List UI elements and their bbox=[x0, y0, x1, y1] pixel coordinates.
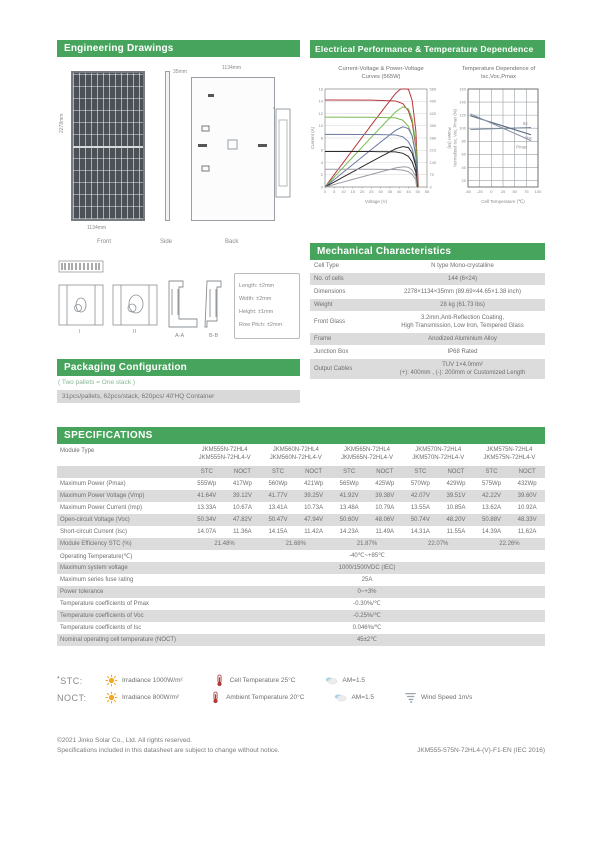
side-view-label: Side bbox=[160, 239, 173, 245]
noct-legend-row bbox=[57, 689, 545, 706]
spec-row-label: Maximum Power Voltage (Vmp) bbox=[60, 493, 145, 499]
wind-icon bbox=[404, 691, 417, 704]
mechanical-row-label: Cell Type bbox=[314, 263, 339, 269]
spec-cell: STC bbox=[485, 469, 498, 475]
mechanical-row-label: Weight bbox=[314, 302, 333, 308]
barcode-icon bbox=[59, 261, 103, 272]
footer-disclaimer: Specifications included in this datasheet are subject to change without notice. bbox=[57, 747, 280, 754]
spec-cell: 13.48A bbox=[339, 505, 359, 511]
spec-cell: 50.47V bbox=[268, 517, 288, 523]
mechanical-row-label: Junction Box bbox=[314, 349, 349, 355]
spec-cell: JKM560N-72HL4 JKM560N-72HL4-V bbox=[269, 447, 322, 461]
svg-text:Cell Temperature (℃): Cell Temperature (℃) bbox=[481, 199, 525, 204]
svg-text:20: 20 bbox=[461, 177, 466, 183]
svg-text:6: 6 bbox=[320, 147, 323, 153]
spec-cell: 48.33V bbox=[517, 517, 537, 523]
svg-text:20: 20 bbox=[359, 189, 365, 194]
svg-text:10: 10 bbox=[341, 189, 346, 194]
spec-common-row bbox=[57, 586, 545, 598]
legend-item-text: Irradiance 800W/m² bbox=[122, 694, 180, 701]
sun-icon bbox=[105, 691, 118, 704]
mechanical-row bbox=[310, 260, 545, 273]
svg-text:Pmax: Pmax bbox=[516, 144, 527, 150]
packaging-header: Packaging Configuration bbox=[57, 359, 300, 376]
legend-item-text: Cell Temperature 25°C bbox=[229, 677, 296, 684]
spec-common-row bbox=[57, 634, 545, 646]
spec-cell: 50.74V bbox=[410, 517, 430, 523]
spec-row-cells bbox=[189, 502, 545, 514]
legend-item bbox=[205, 691, 330, 704]
spec-cell: 570Wp bbox=[410, 481, 430, 487]
svg-text:490: 490 bbox=[429, 98, 437, 104]
spec-common-row bbox=[57, 622, 545, 634]
mechanical-row-value: 2278×1134×35mm (89.69×44.65×1.38 inch) bbox=[404, 289, 521, 295]
spec-cell: 10.67A bbox=[232, 505, 252, 511]
spec-row-label: Maximum system voltage bbox=[60, 565, 128, 571]
cloud-icon bbox=[334, 691, 347, 704]
tolerance-box bbox=[234, 273, 300, 339]
tolerance-width: Width: ±2mm bbox=[239, 296, 272, 302]
stc-items bbox=[101, 674, 391, 687]
spec-cell: 14.23A bbox=[339, 529, 359, 535]
spec-cell: 14.39A bbox=[482, 529, 502, 535]
svg-text:140: 140 bbox=[459, 99, 466, 105]
mechanical-row-label: Frame bbox=[314, 336, 332, 342]
spec-cell: 21.48% bbox=[214, 541, 235, 547]
spec-row-cells bbox=[189, 598, 545, 610]
spec-row-label: Module Type bbox=[60, 448, 95, 454]
cloud-icon bbox=[325, 674, 338, 687]
spec-cell: 0~+3% bbox=[357, 589, 377, 595]
spec-row-cells bbox=[189, 550, 545, 562]
electrical-performance-header: Electrical Performance & Temperature Dependence bbox=[310, 40, 545, 58]
svg-text:210: 210 bbox=[429, 147, 437, 153]
iv-power-chart bbox=[310, 81, 452, 231]
front-height-dimension: 2278mm bbox=[59, 113, 65, 133]
spec-common-row bbox=[57, 550, 545, 562]
svg-text:75: 75 bbox=[524, 189, 529, 194]
temperature-dependence-chart bbox=[452, 81, 545, 231]
spec-cell: 575Wp bbox=[482, 481, 502, 487]
spec-row-label: Open-circuit Voltage (Voc) bbox=[60, 517, 130, 523]
mechanical-row bbox=[310, 273, 545, 286]
spec-row-cells bbox=[189, 490, 545, 502]
thermometer-icon bbox=[213, 674, 226, 687]
svg-text:Isc: Isc bbox=[522, 121, 528, 127]
top-section bbox=[57, 40, 545, 403]
spec-row-cells bbox=[189, 466, 545, 478]
spec-cell: 41.92V bbox=[339, 493, 359, 499]
spec-cell: NOCT bbox=[518, 469, 536, 475]
spec-cell: 11.36A bbox=[233, 529, 252, 535]
svg-text:14: 14 bbox=[318, 98, 323, 104]
tolerance-length: Length: ±2mm bbox=[239, 283, 275, 289]
spec-cell: 1000/1500VDC (IEC) bbox=[338, 565, 396, 571]
spec-cell: 48.06V bbox=[375, 517, 395, 523]
efficiency-row bbox=[57, 538, 545, 550]
detail-drawings-svg bbox=[57, 259, 232, 351]
spec-row-cells bbox=[189, 514, 545, 526]
iv-chart-title: Current-Voltage & Power-Voltage Curves (565W) bbox=[338, 66, 424, 80]
mechanical-row-label: Dimensions bbox=[314, 289, 346, 295]
spec-row-cells bbox=[189, 538, 545, 550]
legend-item-text: AM=1.5 bbox=[351, 694, 375, 701]
spec-cell: 432Wp bbox=[517, 481, 537, 487]
svg-text:120: 120 bbox=[459, 112, 466, 118]
spec-cell: 10.79A bbox=[375, 505, 395, 511]
back-view-details bbox=[192, 78, 274, 220]
tolerance-row-pitch: Row Pitch: ±2mm bbox=[239, 322, 283, 328]
svg-text:Normalized Isc, Voc, Pmax (%): Normalized Isc, Voc, Pmax (%) bbox=[452, 109, 458, 167]
svg-text:5: 5 bbox=[333, 189, 336, 194]
spec-cell: NOCT bbox=[447, 469, 465, 475]
specs-table bbox=[57, 444, 545, 646]
svg-text:55: 55 bbox=[424, 189, 430, 194]
svg-text:-50: -50 bbox=[465, 189, 471, 194]
svg-text:160: 160 bbox=[459, 86, 466, 92]
spec-cell: JKM565N-72HL4 JKM565N-72HL4-V bbox=[340, 447, 394, 461]
legend-item bbox=[101, 674, 209, 687]
svg-text:Power (W): Power (W) bbox=[447, 127, 452, 149]
spec-row-cells bbox=[189, 634, 545, 646]
spec-cell: -0.30%/℃ bbox=[353, 601, 381, 607]
spec-cell: NOCT bbox=[376, 469, 394, 475]
footer-copyright: ©2021 Jinko Solar Co., Ltd. All rights reserved. bbox=[57, 737, 192, 744]
thermometer-icon bbox=[209, 691, 222, 704]
spec-common-row bbox=[57, 574, 545, 586]
spec-cell: JKM570N-72HL4 JKM570N-72HL4-V bbox=[412, 447, 465, 461]
legend-item-text: Ambient Temperature 20°C bbox=[226, 694, 305, 701]
mechanical-row-value: Anodized Aluminium Alloy bbox=[428, 336, 497, 342]
svg-text:420: 420 bbox=[429, 110, 437, 116]
spec-cell: NOCT bbox=[233, 469, 251, 475]
spec-cell: 42.07V bbox=[410, 493, 430, 499]
spec-cell: 50.60V bbox=[339, 517, 359, 523]
front-view-drawing bbox=[71, 71, 145, 221]
footer bbox=[57, 736, 545, 756]
svg-text:280: 280 bbox=[429, 135, 437, 141]
legend-item bbox=[101, 691, 205, 704]
mechanical-row bbox=[310, 359, 545, 380]
spec-common-row bbox=[57, 610, 545, 622]
spec-cell: 11.62A bbox=[517, 529, 537, 535]
spec-cell: 47.82V bbox=[232, 517, 252, 523]
spec-row-label: Operating Temperature(℃) bbox=[60, 553, 133, 560]
spec-row-cells bbox=[189, 610, 545, 622]
spec-common-row bbox=[57, 562, 545, 574]
spec-cell: 41.64V bbox=[197, 493, 217, 499]
spec-cell: 11.49A bbox=[375, 529, 395, 535]
spec-cell: 421Wp bbox=[304, 481, 324, 487]
noct-label: NOCT: bbox=[57, 692, 87, 703]
svg-text:0: 0 bbox=[320, 184, 323, 190]
section-bb bbox=[205, 281, 221, 327]
spec-cell: NOCT bbox=[305, 469, 323, 475]
charts-row bbox=[310, 81, 545, 231]
spec-cell: 50.34V bbox=[197, 517, 217, 523]
spec-cell: 22.07% bbox=[428, 541, 449, 547]
spec-row-label: Temperature coefficients of Voc bbox=[60, 613, 144, 619]
spec-cell: 10.85A bbox=[446, 505, 466, 511]
spec-cell: 39.38V bbox=[375, 493, 395, 499]
spec-cell: 42.22V bbox=[482, 493, 502, 499]
mechanical-row bbox=[310, 346, 545, 359]
detail-1-label: I bbox=[79, 329, 81, 335]
back-width-dimension: 1134mm bbox=[222, 65, 242, 71]
spec-row-label: Temperature coefficients of Pmax bbox=[60, 601, 149, 607]
panel-middle-line bbox=[73, 146, 143, 148]
spec-cell: 13.55A bbox=[410, 505, 430, 511]
spec-cell: 10.73A bbox=[304, 505, 324, 511]
specifications-section bbox=[57, 427, 545, 646]
sun-icon bbox=[105, 674, 118, 687]
spec-row-label: Maximum Power Current (Imp) bbox=[60, 505, 143, 511]
stc-label: *STC: bbox=[57, 675, 83, 686]
svg-text:0: 0 bbox=[429, 184, 432, 190]
svg-text:2: 2 bbox=[320, 172, 323, 178]
front-width-dimension: 1134mm bbox=[87, 225, 107, 231]
spec-row-cells bbox=[189, 562, 545, 574]
mechanical-row-value: IP68 Rated bbox=[447, 349, 478, 355]
svg-text:80: 80 bbox=[461, 138, 466, 144]
section-aa-label: A-A bbox=[175, 333, 185, 339]
mechanical-row-value: TUV 1×4.0mm² (+): 400mm , (-): 200mm or Customized Length bbox=[399, 362, 526, 376]
spec-cell: 25A bbox=[361, 577, 373, 583]
condition-header-row bbox=[57, 466, 545, 478]
right-column bbox=[310, 40, 545, 403]
spec-cell: 21.68% bbox=[285, 541, 306, 547]
section-bb-label: B-B bbox=[209, 333, 219, 339]
chart-titles bbox=[310, 66, 545, 81]
svg-text:12: 12 bbox=[318, 110, 323, 116]
section-aa bbox=[169, 281, 197, 327]
spec-cell: STC bbox=[414, 469, 427, 475]
spec-cell: 21.87% bbox=[356, 541, 378, 547]
spec-cell: 14.07A bbox=[197, 529, 217, 535]
svg-text:30: 30 bbox=[378, 189, 383, 194]
spec-cell: 39.12V bbox=[232, 493, 252, 499]
mechanical-row bbox=[310, 286, 545, 299]
detail-drawings bbox=[57, 259, 300, 351]
svg-text:Voltage (V): Voltage (V) bbox=[364, 199, 388, 204]
left-column bbox=[57, 40, 300, 403]
spec-cell: 417Wp bbox=[232, 481, 252, 487]
spec-row-cells bbox=[189, 444, 545, 464]
spec-electrical-row bbox=[57, 478, 545, 490]
legend-item-text: Wind Speed 1m/s bbox=[421, 694, 473, 701]
spec-cell: 560Wp bbox=[268, 481, 288, 487]
spec-cell: -40℃~+85℃ bbox=[349, 553, 385, 559]
side-thickness-dimension: 35mm bbox=[173, 69, 187, 75]
svg-text:-25: -25 bbox=[476, 189, 483, 194]
svg-text:140: 140 bbox=[429, 159, 437, 165]
svg-text:100: 100 bbox=[459, 125, 466, 131]
mechanical-row-value: 144 (6×24) bbox=[447, 276, 478, 282]
spec-cell: 11.42A bbox=[304, 529, 323, 535]
stc-legend-row bbox=[57, 672, 545, 689]
mechanical-row-label: Front Glass bbox=[314, 319, 346, 325]
spec-cell: 11.55A bbox=[446, 529, 466, 535]
spec-row-cells bbox=[189, 478, 545, 490]
spec-cell: 39.60V bbox=[517, 493, 537, 499]
svg-text:45: 45 bbox=[406, 189, 411, 194]
svg-text:0: 0 bbox=[323, 189, 327, 194]
mechanical-row bbox=[310, 333, 545, 346]
mechanical-section bbox=[310, 243, 545, 380]
svg-text:560: 560 bbox=[429, 86, 437, 92]
svg-text:35: 35 bbox=[387, 189, 393, 194]
mount-detail-2 bbox=[113, 285, 157, 325]
spec-cell: 13.62A bbox=[482, 505, 502, 511]
spec-cell: 555Wp bbox=[197, 481, 217, 487]
svg-text:8: 8 bbox=[320, 135, 323, 141]
spec-cell: 13.33A bbox=[197, 505, 217, 511]
back-view-drawing bbox=[191, 77, 275, 221]
spec-cell: 47.94V bbox=[304, 517, 324, 523]
spec-electrical-row bbox=[57, 502, 545, 514]
spec-cell: 13.41A bbox=[268, 505, 288, 511]
legend-item bbox=[330, 691, 400, 704]
mechanical-row bbox=[310, 299, 545, 312]
spec-row-cells bbox=[189, 574, 545, 586]
spec-row-cells bbox=[189, 622, 545, 634]
spec-cell: 22.26% bbox=[499, 541, 520, 547]
spec-electrical-row bbox=[57, 514, 545, 526]
spec-cell: -0.25%/℃ bbox=[353, 613, 381, 619]
svg-text:0: 0 bbox=[490, 189, 493, 194]
mechanical-row-value: 3.2mm,Anti-Reflection Coating, High Transmission, Low Iron, Tempered Glass bbox=[401, 315, 524, 329]
spec-row-label: Module Efficiency STC (%) bbox=[60, 541, 132, 547]
tolerance-height: Height: ±1mm bbox=[239, 309, 274, 315]
spec-cell: 48.20V bbox=[446, 517, 466, 523]
svg-text:15: 15 bbox=[350, 189, 356, 194]
back-view-label: Back bbox=[225, 239, 239, 245]
mechanical-row-label: Output Cables bbox=[314, 366, 353, 372]
mechanical-table-body bbox=[310, 260, 545, 380]
spec-cell: 50.88V bbox=[482, 517, 502, 523]
legend-item-text: Irradiance 1000W/m² bbox=[122, 677, 183, 684]
module-type-row bbox=[57, 444, 545, 466]
svg-text:50: 50 bbox=[512, 189, 517, 194]
spec-row-cells bbox=[189, 586, 545, 598]
spec-cell: 10.92A bbox=[517, 505, 537, 511]
specifications-header: SPECIFICATIONS bbox=[57, 427, 545, 444]
spec-cell: 425Wp bbox=[375, 481, 395, 487]
svg-text:40: 40 bbox=[461, 164, 466, 170]
svg-text:10: 10 bbox=[318, 123, 323, 129]
spec-row-label: Maximum Power (Pmax) bbox=[60, 481, 126, 487]
spec-cell: 14.31A bbox=[410, 529, 430, 535]
spec-cell: JKM555N-72HL4 JKM555N-72HL4-V bbox=[198, 447, 251, 461]
spec-row-label: Power tolerance bbox=[60, 589, 104, 595]
spec-cell: 45±2℃ bbox=[356, 637, 378, 643]
spec-cell: 39.25V bbox=[304, 493, 324, 499]
spec-cell: 565Wp bbox=[339, 481, 359, 487]
spec-cell: STC bbox=[343, 469, 356, 475]
spec-row-label: Nominal operating cell temperature (NOCT) bbox=[60, 637, 177, 643]
svg-text:70: 70 bbox=[429, 172, 434, 178]
spec-row-label: Maximum series fuse rating bbox=[60, 577, 134, 583]
temp-chart-title: Temperature Dependence of Isc,Voc,Pmax bbox=[461, 66, 536, 80]
spec-electrical-row bbox=[57, 526, 545, 538]
legend-item-text: AM=1.5 bbox=[342, 677, 366, 684]
svg-text:16: 16 bbox=[318, 86, 323, 92]
spec-cell: 0.046%/℃ bbox=[352, 625, 382, 631]
svg-text:60: 60 bbox=[461, 151, 466, 157]
mechanical-row-value: 28 kg (61.73 lbs) bbox=[440, 302, 485, 308]
mechanical-row-value: N type Mono-crystalline bbox=[431, 263, 494, 269]
engineering-drawings bbox=[57, 63, 300, 255]
side-view-drawing bbox=[165, 71, 170, 221]
spec-cell: STC bbox=[200, 469, 213, 475]
legend-item bbox=[400, 691, 498, 704]
svg-text:Current (A): Current (A) bbox=[310, 126, 315, 150]
test-conditions-legend bbox=[57, 672, 545, 706]
packaging-note: ( Two pallets = One stack ) bbox=[58, 379, 136, 386]
noct-items bbox=[101, 691, 498, 704]
spec-cell: 39.51V bbox=[446, 493, 466, 499]
svg-text:25: 25 bbox=[500, 189, 506, 194]
mount-detail-1 bbox=[59, 285, 103, 325]
svg-text:50: 50 bbox=[415, 189, 420, 194]
engineering-drawings-header: Engineering Drawings bbox=[57, 40, 300, 57]
front-view-label: Front bbox=[97, 239, 112, 245]
spec-row-label: Short-circuit Current (Isc) bbox=[60, 529, 128, 535]
spec-cell: 429Wp bbox=[446, 481, 466, 487]
detail-2-label: II bbox=[133, 329, 137, 335]
spec-cell: STC bbox=[271, 469, 284, 475]
mechanical-row-label: No. of cells bbox=[314, 276, 344, 282]
spec-common-row bbox=[57, 598, 545, 610]
footer-document-code: JKM555-575N-72HL4-(V)-F1-EN (IEC 2016) bbox=[417, 747, 545, 754]
svg-text:100: 100 bbox=[534, 189, 542, 194]
svg-text:Voc: Voc bbox=[525, 135, 532, 141]
svg-text:25: 25 bbox=[369, 189, 374, 194]
packaging-value: 31pcs/pallets, 62pcs/stack, 620pcs/ 40'HQ Container bbox=[57, 390, 300, 403]
spec-row-cells bbox=[189, 526, 545, 538]
mechanical-row bbox=[310, 312, 545, 333]
spec-cell: JKM575N-72HL4 JKM575N-72HL4-V bbox=[483, 447, 536, 461]
legend-item bbox=[321, 674, 391, 687]
spec-cell: 41.77V bbox=[268, 493, 288, 499]
svg-text:4: 4 bbox=[320, 159, 323, 165]
back-side-profile bbox=[275, 108, 293, 198]
mechanical-header: Mechanical Characteristics bbox=[310, 243, 545, 260]
svg-text:350: 350 bbox=[429, 123, 437, 129]
spec-cell: 14.15A bbox=[268, 529, 288, 535]
svg-text:40: 40 bbox=[396, 189, 402, 194]
spec-row-label: Temperature coefficients of Isc bbox=[60, 625, 142, 631]
legend-item bbox=[209, 674, 322, 687]
spec-electrical-row bbox=[57, 490, 545, 502]
